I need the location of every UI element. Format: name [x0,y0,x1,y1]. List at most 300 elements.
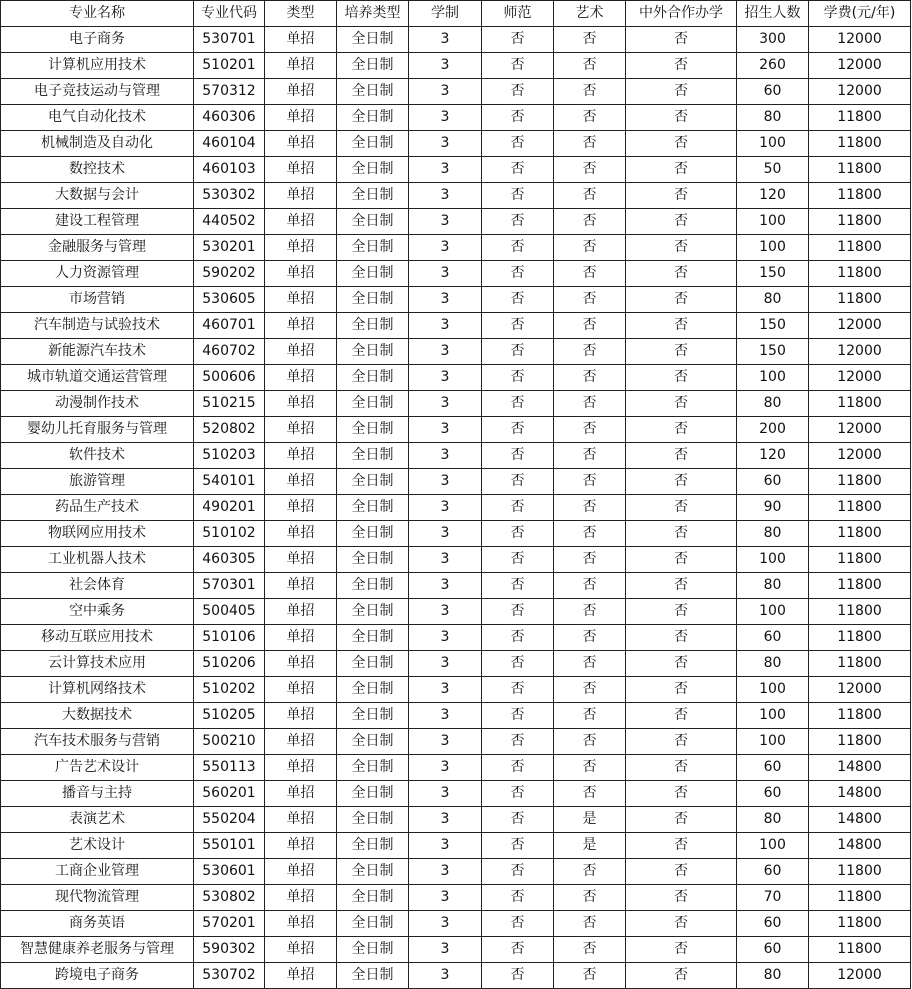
cell-joint-program: 否 [626,287,737,313]
cell-joint-program: 否 [626,443,737,469]
cell-major-name: 大数据技术 [1,703,194,729]
cell-enrollment: 50 [737,157,809,183]
cell-enrollment: 100 [737,677,809,703]
cell-enrollment: 60 [737,859,809,885]
cell-enrollment: 150 [737,313,809,339]
cell-major-code: 510205 [194,703,265,729]
cell-type: 单招 [265,937,337,963]
cell-normal: 否 [482,131,554,157]
cell-tuition: 11800 [809,235,911,261]
cell-tuition: 11800 [809,261,911,287]
cell-duration: 3 [409,79,482,105]
cell-duration: 3 [409,547,482,573]
cell-major-name: 工商企业管理 [1,859,194,885]
cell-type: 单招 [265,287,337,313]
cell-duration: 3 [409,833,482,859]
cell-type: 单招 [265,547,337,573]
cell-major-code: 530601 [194,859,265,885]
cell-art: 否 [554,157,626,183]
cell-type: 单招 [265,729,337,755]
cell-type: 单招 [265,157,337,183]
cell-enrollment: 150 [737,261,809,287]
cell-normal: 否 [482,443,554,469]
cell-major-code: 540101 [194,469,265,495]
cell-joint-program: 否 [626,183,737,209]
cell-normal: 否 [482,157,554,183]
cell-major-code: 530605 [194,287,265,313]
table-row [1,261,911,287]
table-row [1,547,911,573]
cell-joint-program: 否 [626,729,737,755]
cell-normal: 否 [482,963,554,989]
cell-normal: 否 [482,339,554,365]
table-row [1,391,911,417]
table-row [1,417,911,443]
cell-duration: 3 [409,781,482,807]
cell-duration: 3 [409,443,482,469]
cell-art: 否 [554,755,626,781]
cell-duration: 3 [409,651,482,677]
cell-major-code: 510215 [194,391,265,417]
cell-major-code: 550113 [194,755,265,781]
cell-art: 否 [554,417,626,443]
table-row [1,183,911,209]
cell-normal: 否 [482,651,554,677]
cell-major-code: 460305 [194,547,265,573]
table-row [1,27,911,53]
cell-type: 单招 [265,755,337,781]
cell-training-type: 全日制 [337,703,409,729]
cell-joint-program: 否 [626,885,737,911]
cell-joint-program: 否 [626,547,737,573]
cell-training-type: 全日制 [337,937,409,963]
cell-enrollment: 100 [737,365,809,391]
cell-normal: 否 [482,937,554,963]
cell-training-type: 全日制 [337,391,409,417]
cell-training-type: 全日制 [337,469,409,495]
cell-enrollment: 100 [737,209,809,235]
cell-type: 单招 [265,599,337,625]
cell-art: 否 [554,469,626,495]
table-row [1,833,911,859]
cell-major-code: 440502 [194,209,265,235]
cell-art: 否 [554,27,626,53]
cell-duration: 3 [409,209,482,235]
cell-type: 单招 [265,27,337,53]
cell-tuition: 12000 [809,53,911,79]
cell-tuition: 11800 [809,911,911,937]
cell-joint-program: 否 [626,677,737,703]
table-row [1,235,911,261]
cell-major-name: 社会体育 [1,573,194,599]
cell-tuition: 11800 [809,287,911,313]
cell-major-code: 530201 [194,235,265,261]
cell-major-code: 550101 [194,833,265,859]
cell-type: 单招 [265,105,337,131]
cell-training-type: 全日制 [337,807,409,833]
cell-major-code: 460702 [194,339,265,365]
cell-tuition: 11800 [809,573,911,599]
cell-art: 否 [554,495,626,521]
cell-joint-program: 否 [626,807,737,833]
cell-major-name: 云计算技术应用 [1,651,194,677]
cell-major-code: 460306 [194,105,265,131]
col-header-major-name: 专业名称 [1,1,194,27]
cell-duration: 3 [409,599,482,625]
cell-type: 单招 [265,859,337,885]
header-row [1,1,911,27]
cell-training-type: 全日制 [337,313,409,339]
cell-normal: 否 [482,885,554,911]
cell-major-code: 460701 [194,313,265,339]
cell-enrollment: 100 [737,599,809,625]
cell-joint-program: 否 [626,833,737,859]
cell-tuition: 11800 [809,183,911,209]
cell-type: 单招 [265,365,337,391]
cell-training-type: 全日制 [337,157,409,183]
table-row [1,885,911,911]
cell-type: 单招 [265,703,337,729]
cell-duration: 3 [409,417,482,443]
cell-major-name: 计算机应用技术 [1,53,194,79]
cell-duration: 3 [409,391,482,417]
cell-art: 否 [554,235,626,261]
cell-normal: 否 [482,417,554,443]
table-row [1,599,911,625]
cell-enrollment: 90 [737,495,809,521]
cell-major-name: 电子竞技运动与管理 [1,79,194,105]
cell-enrollment: 60 [737,625,809,651]
cell-normal: 否 [482,547,554,573]
cell-art: 否 [554,911,626,937]
cell-major-name: 数控技术 [1,157,194,183]
cell-tuition: 11800 [809,469,911,495]
table-row [1,807,911,833]
table-row [1,131,911,157]
cell-training-type: 全日制 [337,599,409,625]
cell-joint-program: 否 [626,599,737,625]
col-header-normal: 师范 [482,1,554,27]
cell-tuition: 12000 [809,677,911,703]
cell-training-type: 全日制 [337,209,409,235]
cell-tuition: 14800 [809,781,911,807]
cell-normal: 否 [482,573,554,599]
cell-major-code: 590302 [194,937,265,963]
cell-duration: 3 [409,105,482,131]
cell-normal: 否 [482,391,554,417]
cell-tuition: 11800 [809,729,911,755]
cell-type: 单招 [265,183,337,209]
cell-tuition: 11800 [809,521,911,547]
cell-major-name: 移动互联应用技术 [1,625,194,651]
cell-type: 单招 [265,885,337,911]
table-row [1,573,911,599]
cell-normal: 否 [482,677,554,703]
table-row [1,209,911,235]
cell-enrollment: 60 [737,79,809,105]
cell-normal: 否 [482,833,554,859]
cell-joint-program: 否 [626,365,737,391]
cell-major-code: 530302 [194,183,265,209]
table-row [1,365,911,391]
cell-major-code: 510206 [194,651,265,677]
cell-training-type: 全日制 [337,963,409,989]
table-row [1,625,911,651]
cell-training-type: 全日制 [337,729,409,755]
cell-training-type: 全日制 [337,235,409,261]
table-row [1,677,911,703]
cell-duration: 3 [409,911,482,937]
cell-type: 单招 [265,53,337,79]
cell-joint-program: 否 [626,261,737,287]
cell-type: 单招 [265,313,337,339]
cell-tuition: 11800 [809,703,911,729]
table-row [1,937,911,963]
cell-art: 否 [554,781,626,807]
cell-tuition: 12000 [809,365,911,391]
cell-training-type: 全日制 [337,131,409,157]
cell-major-name: 跨境电子商务 [1,963,194,989]
table-row [1,703,911,729]
cell-art: 否 [554,651,626,677]
table-row [1,755,911,781]
cell-art: 否 [554,79,626,105]
cell-type: 单招 [265,963,337,989]
cell-major-name: 汽车技术服务与营销 [1,729,194,755]
cell-normal: 否 [482,79,554,105]
cell-joint-program: 否 [626,651,737,677]
cell-major-name: 表演艺术 [1,807,194,833]
cell-type: 单招 [265,911,337,937]
cell-type: 单招 [265,417,337,443]
cell-duration: 3 [409,235,482,261]
cell-art: 否 [554,885,626,911]
cell-enrollment: 80 [737,807,809,833]
table-row [1,495,911,521]
cell-enrollment: 100 [737,833,809,859]
cell-training-type: 全日制 [337,547,409,573]
cell-enrollment: 60 [737,781,809,807]
cell-duration: 3 [409,365,482,391]
cell-training-type: 全日制 [337,495,409,521]
cell-major-code: 500606 [194,365,265,391]
cell-art: 否 [554,677,626,703]
cell-duration: 3 [409,807,482,833]
cell-enrollment: 80 [737,573,809,599]
cell-training-type: 全日制 [337,287,409,313]
cell-enrollment: 70 [737,885,809,911]
cell-art: 否 [554,391,626,417]
cell-normal: 否 [482,781,554,807]
cell-type: 单招 [265,781,337,807]
cell-joint-program: 否 [626,131,737,157]
cell-art: 否 [554,183,626,209]
cell-major-name: 商务英语 [1,911,194,937]
cell-art: 否 [554,573,626,599]
cell-major-name: 市场营销 [1,287,194,313]
cell-major-code: 520802 [194,417,265,443]
cell-tuition: 11800 [809,651,911,677]
cell-enrollment: 300 [737,27,809,53]
cell-normal: 否 [482,183,554,209]
cell-major-code: 490201 [194,495,265,521]
cell-major-code: 510201 [194,53,265,79]
cell-training-type: 全日制 [337,521,409,547]
cell-tuition: 11800 [809,209,911,235]
cell-duration: 3 [409,677,482,703]
cell-tuition: 11800 [809,131,911,157]
cell-training-type: 全日制 [337,755,409,781]
cell-tuition: 11800 [809,859,911,885]
cell-major-name: 金融服务与管理 [1,235,194,261]
cell-enrollment: 150 [737,339,809,365]
cell-duration: 3 [409,573,482,599]
cell-major-name: 电气自动化技术 [1,105,194,131]
cell-type: 单招 [265,521,337,547]
cell-art: 否 [554,131,626,157]
cell-type: 单招 [265,833,337,859]
cell-training-type: 全日制 [337,183,409,209]
cell-major-name: 婴幼儿托育服务与管理 [1,417,194,443]
cell-enrollment: 80 [737,287,809,313]
cell-major-code: 570201 [194,911,265,937]
cell-normal: 否 [482,365,554,391]
table-row [1,157,911,183]
cell-major-code: 550204 [194,807,265,833]
cell-duration: 3 [409,625,482,651]
cell-normal: 否 [482,469,554,495]
cell-joint-program: 否 [626,625,737,651]
cell-enrollment: 60 [737,937,809,963]
table-row [1,521,911,547]
cell-art: 否 [554,625,626,651]
cell-training-type: 全日制 [337,911,409,937]
cell-tuition: 11800 [809,157,911,183]
table-row [1,651,911,677]
cell-duration: 3 [409,755,482,781]
cell-tuition: 11800 [809,937,911,963]
cell-enrollment: 200 [737,417,809,443]
cell-type: 单招 [265,391,337,417]
cell-joint-program: 否 [626,313,737,339]
cell-major-code: 510202 [194,677,265,703]
cell-joint-program: 否 [626,963,737,989]
cell-training-type: 全日制 [337,417,409,443]
cell-enrollment: 120 [737,443,809,469]
cell-training-type: 全日制 [337,651,409,677]
cell-training-type: 全日制 [337,339,409,365]
cell-major-code: 530701 [194,27,265,53]
cell-major-code: 570301 [194,573,265,599]
cell-tuition: 11800 [809,495,911,521]
cell-joint-program: 否 [626,859,737,885]
cell-major-code: 510203 [194,443,265,469]
cell-normal: 否 [482,729,554,755]
cell-duration: 3 [409,131,482,157]
table-row [1,53,911,79]
cell-joint-program: 否 [626,53,737,79]
table-body [1,27,911,989]
cell-major-code: 510102 [194,521,265,547]
cell-art: 否 [554,443,626,469]
cell-art: 否 [554,547,626,573]
cell-joint-program: 否 [626,521,737,547]
col-header-art: 艺术 [554,1,626,27]
cell-major-name: 机械制造及自动化 [1,131,194,157]
cell-enrollment: 80 [737,391,809,417]
cell-joint-program: 否 [626,27,737,53]
cell-major-name: 软件技术 [1,443,194,469]
cell-normal: 否 [482,911,554,937]
table-row [1,313,911,339]
cell-major-name: 广告艺术设计 [1,755,194,781]
cell-normal: 否 [482,287,554,313]
cell-art: 否 [554,521,626,547]
cell-training-type: 全日制 [337,677,409,703]
cell-type: 单招 [265,131,337,157]
cell-enrollment: 60 [737,469,809,495]
table-row [1,911,911,937]
cell-tuition: 11800 [809,885,911,911]
cell-duration: 3 [409,859,482,885]
cell-enrollment: 80 [737,105,809,131]
cell-art: 否 [554,53,626,79]
cell-training-type: 全日制 [337,261,409,287]
cell-major-code: 560201 [194,781,265,807]
col-header-enrollment: 招生人数 [737,1,809,27]
col-header-major-code: 专业代码 [194,1,265,27]
cell-normal: 否 [482,521,554,547]
cell-art: 否 [554,703,626,729]
cell-training-type: 全日制 [337,833,409,859]
cell-major-name: 空中乘务 [1,599,194,625]
cell-joint-program: 否 [626,937,737,963]
cell-tuition: 12000 [809,417,911,443]
table-row [1,287,911,313]
cell-duration: 3 [409,521,482,547]
cell-type: 单招 [265,235,337,261]
col-header-duration: 学制 [409,1,482,27]
cell-training-type: 全日制 [337,573,409,599]
cell-art: 否 [554,937,626,963]
cell-enrollment: 100 [737,703,809,729]
cell-joint-program: 否 [626,703,737,729]
cell-tuition: 11800 [809,599,911,625]
cell-training-type: 全日制 [337,79,409,105]
cell-tuition: 12000 [809,963,911,989]
cell-training-type: 全日制 [337,105,409,131]
cell-major-code: 510106 [194,625,265,651]
cell-normal: 否 [482,209,554,235]
table-row [1,469,911,495]
cell-type: 单招 [265,625,337,651]
col-header-type: 类型 [265,1,337,27]
cell-tuition: 11800 [809,105,911,131]
cell-major-name: 现代物流管理 [1,885,194,911]
cell-art: 否 [554,859,626,885]
cell-art: 否 [554,261,626,287]
cell-duration: 3 [409,261,482,287]
cell-art: 否 [554,313,626,339]
cell-type: 单招 [265,807,337,833]
cell-training-type: 全日制 [337,27,409,53]
cell-joint-program: 否 [626,157,737,183]
cell-type: 单招 [265,495,337,521]
cell-art: 是 [554,807,626,833]
cell-major-name: 大数据与会计 [1,183,194,209]
cell-joint-program: 否 [626,79,737,105]
cell-major-name: 播音与主持 [1,781,194,807]
